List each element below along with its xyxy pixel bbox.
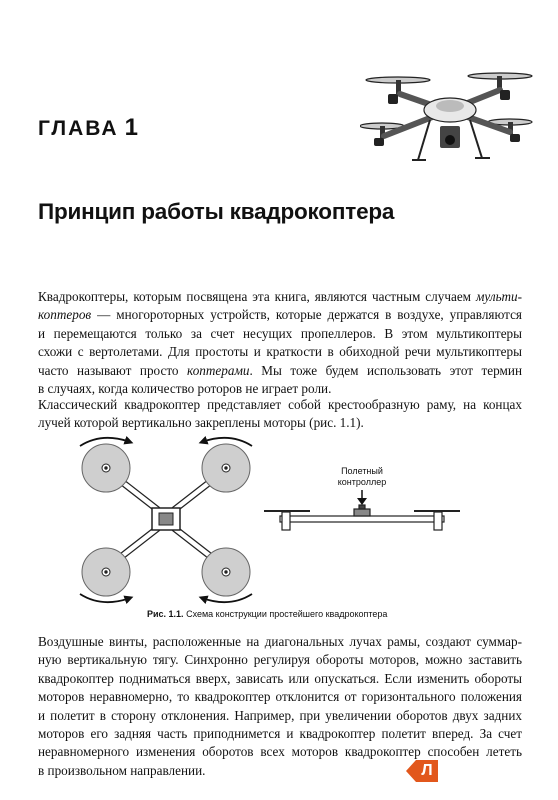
text-line: ную вертикальную тягу. Синхронно регулируя обороты моторов, можно заставить xyxy=(38,652,522,668)
chapter-heading xyxy=(38,114,138,142)
text-line: в случаях, когда количество роторов не играет роли. xyxy=(38,381,332,397)
text-line: моторов неравномерно, то квадрокоптер отклонится от горизонтального положения xyxy=(38,689,522,705)
quadcopter-top-view-diagram xyxy=(72,430,262,605)
drone-illustration xyxy=(360,64,540,184)
text-line: неравномерного изменения оборотов всех моторов квадрокоптер способен лететь xyxy=(38,744,522,760)
paragraph-3 xyxy=(38,633,522,780)
text-line: схожи с вертолетами. Для простоты и краткости в обиходной речи мультикоптеры xyxy=(38,344,522,360)
text-line: и перемещаются только за счет несущих пропеллеров. В этом мультикоптеры xyxy=(38,325,522,341)
paragraph-1 xyxy=(38,288,522,398)
text-line: и полетит в сторону отклонения. Например, при увеличении оборотов двух задних xyxy=(38,707,522,723)
paragraph-2 xyxy=(38,396,522,433)
chapter-label: ГЛАВА xyxy=(38,117,119,140)
text-line: коптеров — многороторных устройств, которые держатся в воздухе, управляются xyxy=(38,307,522,323)
publisher-logo-icon: Л xyxy=(416,760,438,782)
page-title: Принцип работы квадрокоптера xyxy=(38,199,395,224)
text-line: в произвольном направлении. xyxy=(38,762,206,778)
text-line: моторов его задняя часть приподнимется и квадрокоптер полетит вперед. За счет xyxy=(38,726,522,742)
text-line: лучей которой вертикально закреплены моторы (рис. 1.1). xyxy=(38,415,364,431)
text-line: Воздушные винты, расположенные на диагональных лучах рамы, создают суммар- xyxy=(38,634,522,649)
text-line: часто называют просто коптерами. Мы тоже будем использовать этот термин xyxy=(38,362,522,378)
chapter-number: 1 xyxy=(124,114,138,141)
text-line: Квадрокоптеры, которым посвящена эта книга, являются частным случаем мульти- xyxy=(38,289,522,304)
flight-controller-label: Полетный контроллер xyxy=(337,466,387,487)
text-line: Классический квадрокоптер представляет собой крестообразную раму, на концах xyxy=(38,397,522,412)
figure-caption: Рис. 1.1. Схема конструкции простейшего квадрокоптера xyxy=(147,609,388,619)
text-line: квадрокоптер подниматься вверх, зависать или опускаться. Если изменить обороты xyxy=(38,670,522,686)
